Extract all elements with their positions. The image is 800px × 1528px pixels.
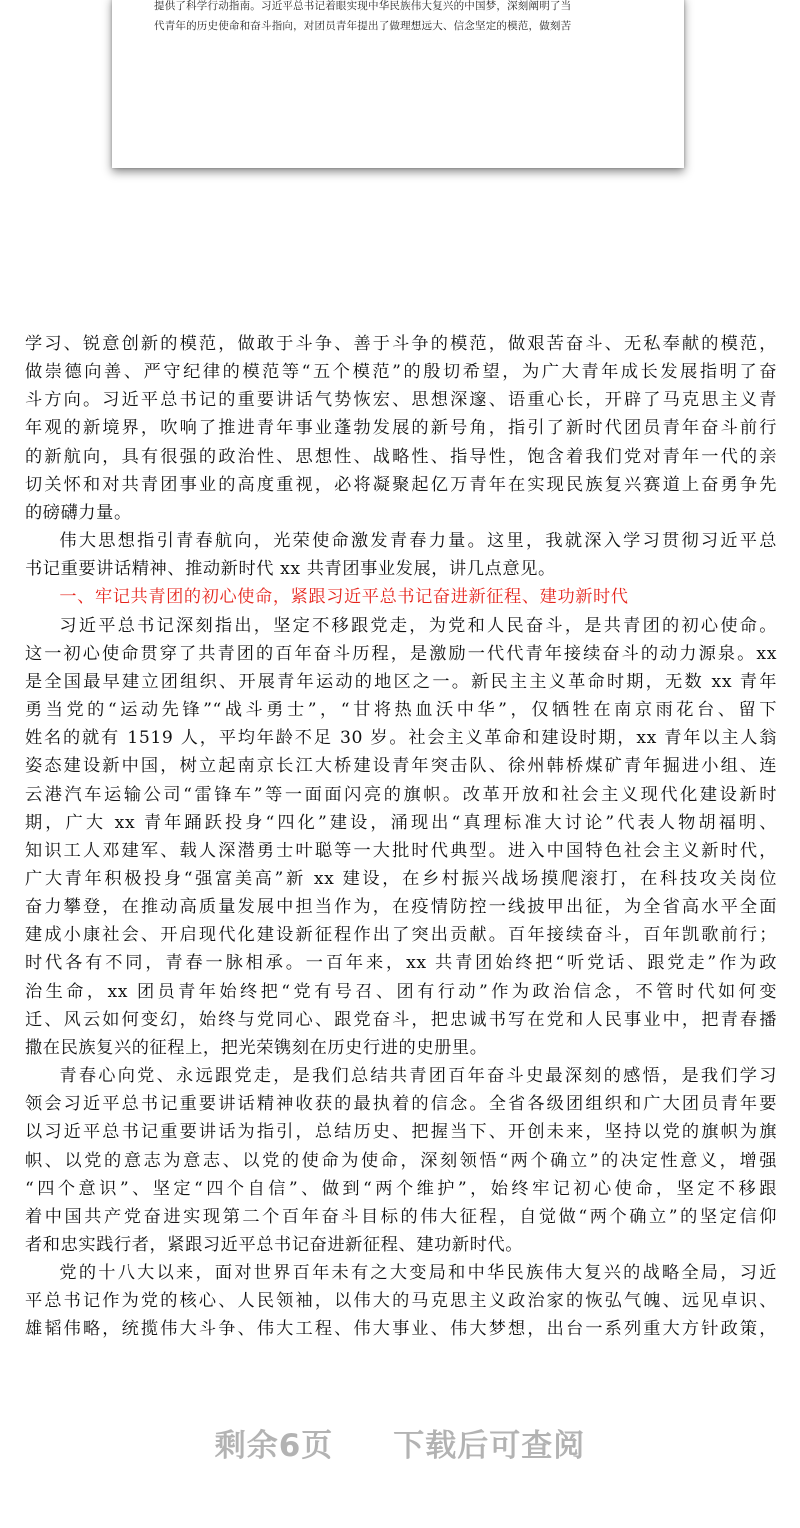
text-line: 时代各有不同，青春一脉相承。一百年来，xx 共青团始终把“听党话、跟党走”作为政 (25, 953, 777, 974)
paragraph-2 (25, 527, 777, 583)
text-line: 勇当党的“运动先锋”“战斗勇士”，“甘将热血沃中华”，仅牺牲在南京雨花台、留下 (25, 700, 777, 721)
text-line: 书记重要讲话精神、推动新时代 xx 共青团事业发展，讲几点意见。 (25, 559, 556, 580)
text-line: 领会习近平总书记重要讲话精神收获的最执着的信念。全省各级团组织和广大团员青年要 (25, 1094, 777, 1115)
text-line: 年观的新境界，吹响了推进青年事业蓬勃发展的新号角，指引了新时代团员青年奋斗前行 (25, 418, 777, 439)
text-line: 的新航向，具有很强的政治性、思想性、战略性、指导性，饱含着我们党对青年一代的亲 (25, 446, 777, 467)
text-line: 建成小康社会、开启现代化建设新征程作出了突出贡献。百年接续奋斗，百年凯歌前行； (25, 925, 777, 946)
text-line: 奋力攀登，在推动高质量发展中担当作为，在疫情防控一线披甲出征，为全省高水平全面 (25, 897, 777, 918)
paragraph-4 (25, 1062, 777, 1259)
text-line: 是全国最早建立团组织、开展青年运动的地区之一。新民主主义革命时期，无数 xx 青年 (25, 671, 777, 692)
text-line: 斗方向。习近平总书记的重要讲话气势恢宏、思想深邃、语重心长，开辟了马克思主义青 (25, 390, 777, 411)
document-body (25, 330, 777, 1344)
text-line: 平总书记作为党的核心、人民领袖，以伟大的马克思主义政治家的恢弘气魄、远见卓识、 (25, 1291, 777, 1312)
text-line: 做崇德向善、严守纪律的模范等“五个模范”的殷切希望，为广大青年成长发展指明了奋 (25, 362, 777, 383)
text-line: 习近平总书记深刻指出，坚定不移跟党走，为党和人民奋斗，是共青团的初心使命。 (59, 615, 777, 636)
text-line: 青春心向党、永远跟党走，是我们总结共青团百年奋斗史最深刻的感悟，是我们学习 (59, 1066, 777, 1087)
text-line: 雄韬伟略，统揽伟大斗争、伟大工程、伟大事业、伟大梦想，出台一系列重大方针政策， (25, 1319, 777, 1340)
text-line: “四个意识”、坚定“四个自信”、做到“两个维护”，始终牢记初心使命，坚定不移跟 (25, 1178, 777, 1199)
section-heading-1 (25, 583, 777, 611)
paragraph-5 (25, 1259, 777, 1343)
download-notice[interactable] (0, 1420, 800, 1465)
remaining-pages-label: 剩余6页 (214, 1428, 334, 1464)
text-line: 迁、风云如何变幻，始终与党同心、跟党奋斗，把忠诚书写在党和人民事业中，把青春播 (25, 1009, 777, 1030)
text-line: 着中国共产党奋进实现第二个百年奋斗目标的伟大征程，自觉做“两个确立”的坚定信仰 (25, 1206, 777, 1227)
text-line: 切关怀和对共青团事业的高度重视，必将凝聚起亿万青年在实现民族复兴赛道上奋勇争先 (25, 474, 777, 495)
text-line: 以习近平总书记重要讲话为指引，总结历史、把握当下、开创未来，坚持以党的旗帜为旗 (25, 1122, 777, 1143)
text-line: 知识工人邓建军、载人深潜勇士叶聪等一大批时代典型。进入中国特色社会主义新时代， (25, 840, 777, 861)
preview-line: 提供了科学行动指南。习近平总书记着眼实现中华民族伟大复兴的中国梦，深刻阐明了当 (154, 0, 572, 12)
download-to-read-label: 下载后可查阅 (393, 1428, 586, 1464)
paragraph-1 (25, 330, 777, 527)
text-line: 广大青年积极投身“强富美高”新 xx 建设，在乡村振兴战场摸爬滚打，在科技攻关岗位 (25, 868, 777, 889)
preview-line: 代青年的历史使命和奋斗指向，对团员青年提出了做理想远大、信念坚定的模范，做刻苦 (154, 20, 572, 32)
text-line: 党的十八大以来，面对世界百年未有之大变局和中华民族伟大复兴的战略全局，习近 (59, 1263, 777, 1284)
text-line: 这一初心使命贯穿了共青团的百年奋斗历程，是激励一代代青年接续奋斗的动力源泉。xx (25, 643, 777, 664)
text-line: 治生命，xx 团员青年始终把“党有号召、团有行动”作为政治信念，不管时代如何变 (25, 981, 777, 1002)
text-line: 撒在民族复兴的征程上，把光荣镌刻在历史行进的史册里。 (25, 1037, 488, 1058)
text-line: 者和忠实践行者，紧跟习近平总书记奋进新征程、建功新时代。 (25, 1235, 524, 1255)
text-line: 姓名的就有 1519 人，平均年龄不足 30 岁。社会主义革命和建设时期，xx 青年以主人翁 (25, 728, 777, 749)
preview-page-card (112, 0, 684, 168)
text-line: 姿态建设新中国，树立起南京长江大桥建设青年突击队、徐州韩桥煤矿青年掘进小组、连 (25, 756, 777, 777)
paragraph-3 (25, 612, 777, 1063)
text-line: 的磅礴力量。 (25, 502, 132, 523)
text-line: 学习、锐意创新的模范，做敢于斗争、善于斗争的模范，做艰苦奋斗、无私奉献的模范， (25, 334, 777, 354)
text-line: 期，广大 xx 青年踊跃投身“四化”建设，涌现出“真理标准大讨论”代表人物胡福明、 (25, 812, 777, 833)
text-line: 帜、以党的意志为意志、以党的使命为使命，深刻领悟“两个确立”的决定性意义，增强 (25, 1150, 777, 1171)
preview-text (112, 0, 684, 36)
text-line: 云港汽车运输公司“雷锋车”等一面面闪亮的旗帜。改革开放和社会主义现代化建设新时 (25, 784, 777, 805)
text-line: 伟大思想指引青春航向，光荣使命激发青春力量。这里，我就深入学习贯彻习近平总 (59, 531, 777, 552)
section-heading-text: 一、牢记共青团的初心使命，紧跟习近平总书记奋进新征程、建功新时代 (59, 587, 629, 608)
